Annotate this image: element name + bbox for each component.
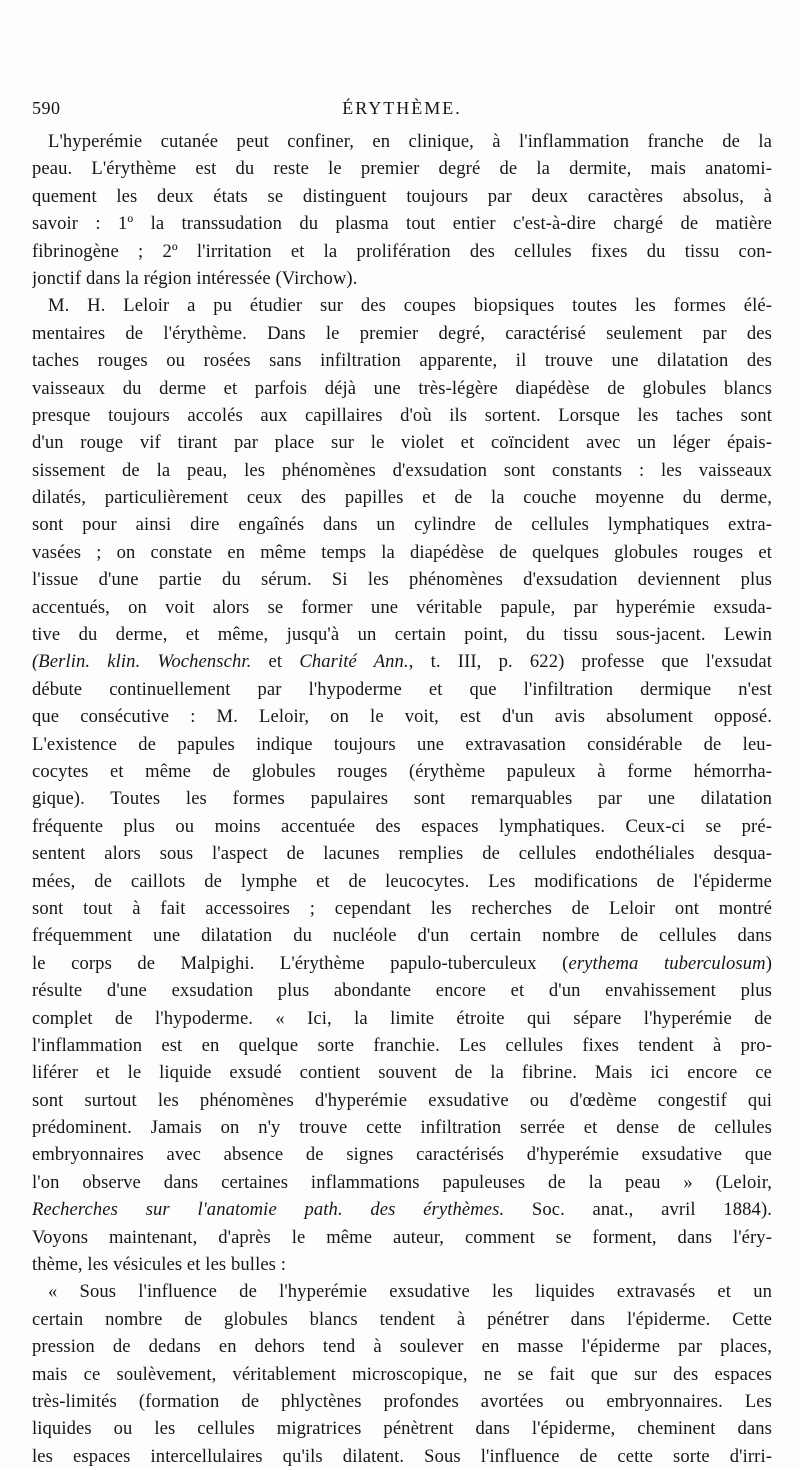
- text-line: embryonnaires avec absence de signes caractérisés d'hyperémie exsudative que: [32, 1144, 772, 1166]
- text-line: fréquemment une dilatation du nucléole d'un certain nombre de cellules dans: [32, 925, 772, 947]
- text-line: très-limités (formation de phlyctènes profondes avortées ou embryonnaires. Les: [32, 1390, 772, 1412]
- text-line: mentaires de l'érythème. Dans le premier degré, caractérisé seulement par des: [32, 322, 772, 344]
- text-line: pression de dedans en dehors tend à soulever en masse l'épiderme par places,: [32, 1336, 772, 1358]
- text-line: complet de l'hypoderme. « Ici, la limite étroite qui sépare l'hyperémie de: [32, 1007, 772, 1029]
- text-line: Voyons maintenant, d'après le même auteur, comment se forment, dans l'éry-: [32, 1226, 772, 1248]
- text-line: accentués, on voit alors se former une véritable papule, par hyperémie exsuda-: [32, 596, 772, 618]
- text-line: tive du derme, et même, jusqu'à un certain point, du tissu sous-jacent. Lewin: [32, 624, 772, 646]
- text-line: quement les deux états se distinguent toujours par deux caractères absolus, à: [32, 185, 772, 207]
- text-line: jonctif dans la région intéressée (Virchow).: [32, 267, 358, 289]
- text-line: liquides ou les cellules migratrices pénètrent dans l'épiderme, cheminent dans: [32, 1418, 772, 1440]
- text-line: mées, de caillots de lymphe et de leucocytes. Les modifications de l'épiderme: [32, 870, 772, 892]
- text-line: le corps de Malpighi. L'érythème papulo-tuberculeux (erythema tuberculosum): [32, 952, 772, 974]
- text-line: thème, les vésicules et les bulles :: [32, 1254, 287, 1276]
- text-line: L'existence de papules indique toujours une extravasation considérable de leu-: [32, 733, 772, 755]
- text-line: l'inflammation est en quelque sorte franchie. Les cellules fixes tendent à pro-: [32, 1034, 772, 1056]
- running-title: ÉRYTHÈME.: [342, 98, 462, 118]
- text-line: les espaces intercellulaires qu'ils dilatent. Sous l'influence de cette sorte d'irri-: [32, 1445, 772, 1467]
- text-line: Recherches sur l'anatomie path. des érythèmes. Soc. anat., avril 1884).: [32, 1199, 772, 1221]
- text-line: certain nombre de globules blancs tendent à pénétrer dans l'épiderme. Cette: [32, 1308, 772, 1330]
- text-line: L'hyperémie cutanée peut confiner, en clinique, à l'inflammation franche de la: [48, 131, 772, 152]
- citation-italic: Charité Ann.: [299, 651, 409, 673]
- running-head: [32, 98, 772, 122]
- text-line: débute continuellement par l'hypoderme et que l'infiltration dermique n'est: [32, 678, 772, 700]
- page-number: 590: [32, 98, 61, 118]
- text-line: dilatés, particulièrement ceux des papilles et de la couche moyenne du derme,: [32, 487, 772, 509]
- text-line: M. H. Leloir a pu étudier sur des coupes biopsiques toutes les formes élé-: [48, 295, 772, 317]
- text-line: peau. L'érythème est du reste le premier degré de la dermite, mais anatomi-: [32, 158, 772, 180]
- text-line: l'issue d'une partie du sérum. Si les phénomènes d'exsudation deviennent plus: [32, 569, 772, 591]
- text-line: sont tout à fait accessoires ; cependant les recherches de Leloir ont montré: [32, 897, 772, 919]
- citation-italic: Recherches sur l'anatomie path. des érythèmes.: [32, 1199, 505, 1221]
- text-line: savoir : 1º la transsudation du plasma tout entier c'est-à-dire chargé de matière: [32, 213, 772, 235]
- text-line: presque toujours accolés aux capillaires d'où ils sortent. Lorsque les taches sont: [32, 404, 772, 426]
- text-line: liférer et le liquide exsudé contient souvent de la fibrine. Mais ici encore ce: [32, 1062, 772, 1084]
- text-line: sentent alors sous l'aspect de lacunes remplies de cellules endothéliales desqua-: [32, 843, 772, 865]
- text-line: que consécutive : M. Leloir, on le voit, est d'un avis absolument opposé.: [32, 706, 772, 728]
- text-line: mais ce soulèvement, véritablement microscopique, ne se fait que sur des espaces: [32, 1363, 772, 1385]
- text-line: « Sous l'influence de l'hyperémie exsudative les liquides extravasés et un: [48, 1281, 772, 1303]
- text-line: sont surtout les phénomènes d'hyperémie exsudative ou d'œdème congestif qui: [32, 1089, 772, 1111]
- text-line: fibrinogène ; 2º l'irritation et la prolifération des cellules fixes du tissu con-: [32, 240, 772, 262]
- text-line: fréquente plus ou moins accentuée des espaces lymphatiques. Ceux-ci se pré-: [32, 815, 772, 837]
- latin-term-italic: erythema tuberculosum: [568, 952, 766, 974]
- text-line: d'un rouge vif tirant par place sur le violet et coïncident avec un léger épais-: [32, 432, 772, 454]
- body-text: [32, 128, 772, 1470]
- text-line: gique). Toutes les formes papulaires sont remarquables par une dilatation: [32, 788, 772, 810]
- citation-italic: (Berlin. klin. Wochenschr.: [32, 651, 252, 673]
- text-line: (Berlin. klin. Wochenschr. et Charité Ann., t. III, p. 622) professe que l'exsudat: [32, 651, 772, 673]
- text-line: résulte d'une exsudation plus abondante encore et d'un envahissement plus: [32, 980, 772, 1002]
- text-line: l'on observe dans certaines inflammations papuleuses de la peau » (Leloir,: [32, 1171, 772, 1193]
- text-line: prédominent. Jamais on n'y trouve cette infiltration serrée et dense de cellules: [32, 1117, 772, 1139]
- text-line: sissement de la peau, les phénomènes d'exsudation sont constants : les vaisseaux: [32, 459, 772, 481]
- text-line: cocytes et même de globules rouges (érythème papuleux à forme hémorrha-: [32, 760, 772, 782]
- text-line: vasées ; on constate en même temps la diapédèse de quelques globules rouges et: [32, 541, 772, 563]
- text-line: taches rouges ou rosées sans infiltration apparente, il trouve une dilatation des: [32, 350, 772, 372]
- text-line: vaisseaux du derme et parfois déjà une très-légère diapédèse de globules blancs: [32, 377, 772, 399]
- text-line: sont pour ainsi dire engaînés dans un cylindre de cellules lymphatiques extra-: [32, 514, 772, 536]
